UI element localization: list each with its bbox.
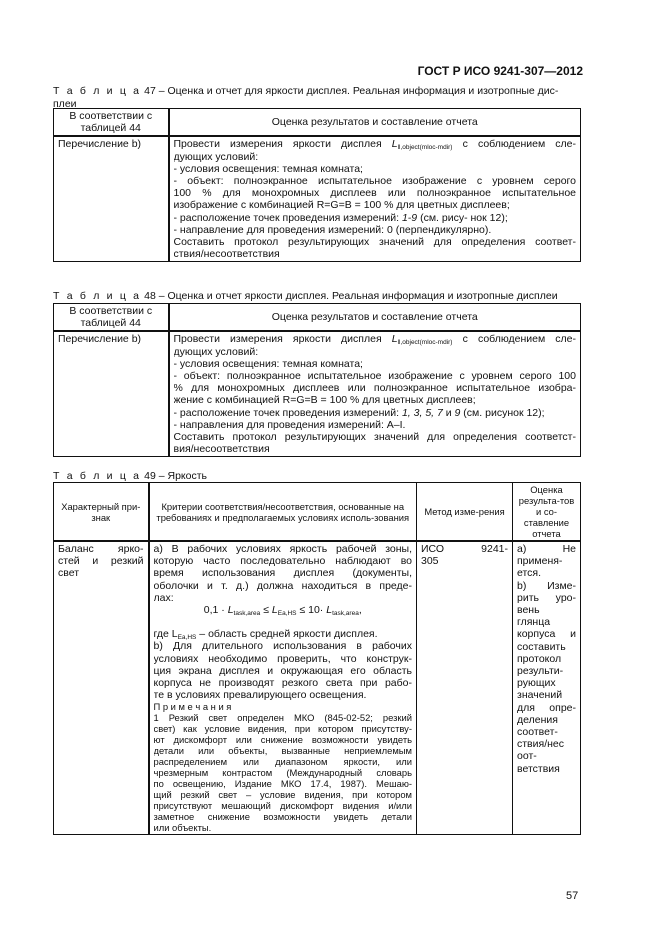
text-line — [154, 778, 413, 789]
evaluation-cell — [169, 331, 581, 457]
text-segment: протокол — [517, 652, 562, 665]
text-segment: ≤ — [260, 604, 272, 617]
text-segment: - направление для проведения измерений: 0 (перпендикулярно). — [173, 223, 492, 236]
text-segment: с соблюдением сле- — [452, 333, 576, 346]
text-segment: а) В рабочих условиях яркость рабочей зоны, — [153, 543, 412, 555]
table-row — [54, 541, 581, 835]
text-line — [154, 811, 413, 822]
table-48-caption — [53, 290, 583, 303]
text-segment: 1, 3, 5, 7 — [401, 406, 443, 419]
text-line — [154, 701, 413, 712]
col-header-feature: Характерный при-знак — [54, 483, 149, 542]
caption-label: Т а б л и ц а — [53, 85, 142, 97]
text-line — [517, 641, 576, 653]
table-49 — [53, 482, 581, 835]
text-line — [154, 567, 413, 579]
table-row — [54, 136, 581, 262]
evaluation-cell — [169, 136, 581, 262]
text-line — [174, 358, 577, 370]
text-segment: L — [391, 138, 398, 151]
text-segment: свет — [58, 567, 80, 580]
text-lines — [174, 138, 577, 260]
text-segment: значений — [517, 689, 563, 702]
subscript: ll,object(mloc-mdir) — [397, 339, 453, 346]
text-segment: ют дискомфорт или снижение возможности увидеть — [153, 734, 412, 746]
text-segment: L — [227, 604, 234, 617]
text-segment: те в условиях превалирующего освещения. — [153, 689, 367, 702]
report-cell — [513, 541, 581, 835]
text-segment: или объекты. — [153, 822, 212, 834]
text-segment: - условия освещения: темная комната; — [173, 162, 363, 175]
method-cell — [417, 541, 513, 835]
text-line — [421, 543, 508, 555]
text-segment: L — [326, 604, 333, 617]
text-segment: 305 — [421, 555, 439, 568]
text-segment: Баланс ярко- — [58, 543, 144, 555]
text-line — [174, 236, 577, 248]
text-line — [154, 653, 413, 665]
text-segment: применя- — [517, 555, 563, 568]
text-line — [517, 677, 576, 689]
text-line — [154, 580, 413, 592]
text-segment: по освещению, Издание МКО 17.4, 1987). Мешаю- — [153, 778, 412, 790]
text-line — [154, 723, 413, 734]
text-line — [154, 689, 413, 701]
text-segment: ИСО 9241- — [421, 543, 508, 555]
text-line — [174, 419, 577, 431]
text-line — [154, 767, 413, 778]
text-segment: 100 % для монохромных дисплеев или полноэкранное испытательное — [173, 187, 576, 200]
text-line — [154, 628, 413, 640]
text-segment: корпуса и — [517, 628, 576, 641]
text-segment: - условия освещения: темная комната; — [173, 357, 363, 370]
text-segment: ствия/нес — [517, 738, 564, 751]
text-line — [154, 789, 413, 800]
text-line — [174, 382, 577, 394]
text-segment: деления — [517, 713, 558, 726]
formula-line — [154, 604, 413, 616]
text-segment: , — [358, 604, 362, 617]
subscript: Ea,HS — [277, 610, 297, 617]
text-segment: b) Изме- — [517, 579, 576, 592]
text-segment: - объект: полноэкранное испытательное изображение с уровнем серого — [173, 175, 576, 188]
text-line — [154, 555, 413, 567]
text-segment: (см. рису- нок 12); — [417, 211, 508, 224]
text-line — [58, 567, 144, 579]
col-header-ref: В соответствии с таблицей 44 — [54, 304, 169, 332]
table-row — [54, 331, 581, 457]
text-lines — [174, 333, 577, 455]
text-segment: – область средней яркости дисплея. — [196, 628, 378, 641]
text-segment: заметное снижение возможности увидеть детали — [153, 811, 412, 823]
text-segment: ется. — [517, 567, 542, 580]
text-line — [154, 616, 413, 628]
col-header-evaluation: Оценка результатов и составление отчета — [169, 304, 581, 332]
text-line — [174, 224, 577, 236]
text-line — [154, 677, 413, 689]
page-number: 57 — [566, 890, 579, 902]
text-line — [174, 394, 577, 406]
text-line — [421, 555, 508, 567]
text-line — [517, 616, 576, 628]
text-line — [154, 543, 413, 555]
caption-text: 47 – Оценка и отчет для яркости дисплея. Реальная информация и изотропные дис- — [144, 85, 559, 97]
text-segment: результи- — [517, 665, 564, 678]
text-line — [154, 592, 413, 604]
text-segment: L — [271, 604, 278, 617]
text-segment: ствия/несоответствия — [173, 248, 280, 261]
text-line — [174, 212, 577, 224]
text-segment: рить уро- — [517, 591, 576, 604]
text-segment: чрезмерным контрастом (Международный словарь — [153, 767, 412, 779]
text-line — [517, 555, 576, 567]
text-line — [517, 702, 576, 714]
text-line — [154, 734, 413, 745]
text-segment: детали или объекты, вызванные неприемлемым — [153, 745, 412, 757]
text-segment: ≤ 10· — [296, 604, 327, 617]
text-lines — [517, 543, 576, 775]
text-segment: рующих — [517, 677, 556, 690]
text-segment: а) Не — [517, 543, 576, 555]
text-line — [174, 346, 577, 358]
text-segment: вень — [517, 604, 540, 617]
text-segment: - расположение точек проведения измерений: — [173, 211, 402, 224]
text-line — [58, 543, 144, 555]
text-line — [517, 580, 576, 592]
text-line — [517, 763, 576, 775]
text-lines — [421, 543, 508, 567]
text-segment: где L — [153, 628, 178, 641]
text-segment: ция экрана дисплея и окружающая его область — [153, 664, 412, 677]
text-line — [517, 604, 576, 616]
text-line — [174, 187, 577, 199]
text-segment: глянца — [517, 616, 551, 629]
text-segment: - расположение точек проведения измерений: — [173, 406, 402, 419]
text-segment: с соблюдением сле- — [452, 138, 576, 151]
text-line — [174, 163, 577, 175]
text-segment: оболочки и т. д.) должна находиться в преде- — [153, 579, 412, 592]
text-line — [58, 555, 144, 567]
text-segment: жение с комбинацией R=G=B = 100 % для цветных дисплеев; — [173, 394, 476, 407]
subscript: ll,object(mloc-mdir) — [397, 144, 453, 151]
text-segment: распределением или диапазоном яркости, или — [153, 756, 412, 768]
text-line — [517, 567, 576, 579]
table-47-caption — [53, 85, 583, 110]
text-segment: - объект: полноэкранное испытательное изображение с уровнем серого 100 — [173, 370, 576, 383]
text-segment: стей и резкий — [58, 555, 144, 568]
text-segment: L — [391, 333, 398, 346]
caption-text: 48 – Оценка и отчет яркости дисплея. Реальная информация и изотропные дисплеи — [144, 290, 558, 302]
text-segment: присутствуют мешающий дискомфорт видения и/или — [153, 800, 412, 812]
text-line — [174, 138, 577, 150]
row-label: Перечисление b) — [54, 136, 169, 262]
text-segment: составить — [517, 640, 566, 653]
text-segment: (см. рисунок 12); — [460, 406, 545, 419]
text-segment: вия/несоответствия — [173, 443, 270, 456]
text-line — [154, 822, 413, 833]
text-line — [154, 640, 413, 652]
text-line — [174, 443, 577, 455]
text-segment: условиях необходимо проверить, что конструк- — [153, 652, 412, 665]
text-segment: П р и м е ч а н и я — [153, 701, 232, 713]
text-line — [517, 665, 576, 677]
text-line — [174, 407, 577, 419]
caption-text-cont: плеи — [53, 97, 77, 110]
table-49-caption — [53, 470, 583, 483]
text-segment: ветствия — [517, 762, 560, 775]
text-segment: 1 Резкий свет определен МКО (845-02-52; резкий — [153, 712, 412, 724]
feature-cell — [54, 541, 149, 835]
subscript: task,area — [332, 610, 359, 617]
text-line — [517, 628, 576, 640]
text-segment: которую часто последовательно наблюдают во — [153, 555, 412, 568]
text-segment: оот- — [517, 750, 537, 763]
text-segment: Провести измерения яркости дисплея — [173, 333, 392, 346]
col-header-criteria: Критерии соответствия/несоответствия, основанные на требованиях и предполагаемых условиях исполь-зования — [149, 483, 417, 542]
text-line — [517, 738, 576, 750]
col-header-method: Метод изме-рения — [417, 483, 513, 542]
text-segment: лах: — [153, 591, 174, 604]
text-line — [517, 689, 576, 701]
text-segment: и — [442, 406, 455, 419]
text-line — [174, 175, 577, 187]
document-id-header: ГОСТ Р ИСО 9241-307—2012 — [417, 64, 583, 78]
text-segment: корпуса не производят резкого света при рабо- — [153, 677, 412, 690]
text-line — [174, 370, 577, 382]
text-line — [174, 431, 577, 443]
caption-label: Т а б л и ц а — [53, 470, 142, 482]
table-48 — [53, 303, 581, 457]
text-segment: - направления для проведения измерений: A–I. — [173, 418, 406, 431]
caption-text: 49 – Яркость — [144, 470, 207, 482]
text-lines — [58, 543, 144, 580]
text-line — [154, 665, 413, 677]
col-header-evaluation: Оценка результатов и составление отчета — [169, 109, 581, 137]
text-segment: изображение с комбинацией R=G=B = 100 % для цветных дисплеев; — [173, 199, 510, 212]
text-line — [174, 248, 577, 260]
text-segment: соответ- — [517, 726, 558, 739]
subscript: Ea,HS — [177, 634, 197, 641]
text-segment: 1-9 — [401, 211, 418, 224]
text-line — [517, 653, 576, 665]
text-line — [174, 333, 577, 345]
text-segment: дующих условий: — [173, 150, 259, 163]
row-label: Перечисление b) — [54, 331, 169, 457]
text-segment: свет) как условие видения, при котором присутству- — [153, 723, 412, 735]
text-line — [517, 750, 576, 762]
text-line — [174, 151, 577, 163]
text-segment: дующих условий: — [173, 345, 259, 358]
text-segment: % для монохромных дисплеев или полноэкранное испытательное изобра- — [173, 382, 576, 395]
text-line — [154, 745, 413, 756]
text-line — [517, 714, 576, 726]
text-segment: Провести измерения яркости дисплея — [173, 138, 392, 151]
col-header-ref: В соответствии с таблицей 44 — [54, 109, 169, 137]
text-line — [154, 712, 413, 723]
text-segment: время использования дисплея (документы, — [153, 567, 412, 580]
text-line — [154, 756, 413, 767]
text-segment: щий резкий свет – условие видения, при котором — [153, 789, 412, 801]
text-segment: b) Для длительного использования в рабочих — [153, 640, 412, 653]
text-segment: Составить протокол результирующих значений для определения соответ- — [173, 236, 576, 249]
text-line — [517, 592, 576, 604]
text-segment: 0,1 · — [203, 604, 228, 617]
text-line — [517, 543, 576, 555]
text-line — [174, 199, 577, 211]
subscript: task,area — [233, 610, 261, 617]
text-segment: для опре- — [517, 701, 576, 714]
table-47 — [53, 108, 581, 262]
text-line — [154, 800, 413, 811]
text-segment: Составить протокол результирующих значений для определения соответст- — [173, 431, 576, 444]
caption-label: Т а б л и ц а — [53, 290, 142, 302]
criteria-cell — [149, 541, 417, 835]
text-line — [517, 726, 576, 738]
col-header-report: Оценка результа-тов и со-ставление отчета — [513, 483, 581, 542]
text-lines — [154, 543, 413, 833]
text-segment: 9 — [454, 406, 461, 419]
